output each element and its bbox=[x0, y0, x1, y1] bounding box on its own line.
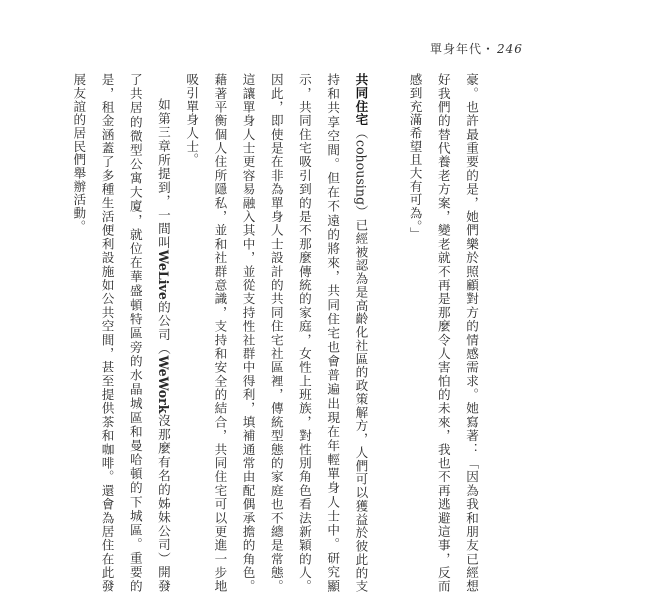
paragraph-3-text-c: 沒那麼有名的姊妹公司）開發了共居的微型公寓大廈，就位在華盛頓特區旁的水晶城區和曼哈頓的下城區。重要的是，租金涵蓋了多種生活便利設施如公共空間，甚至提供茶和咖啡。還會為居住在此發展友誼的居民們舉辦活動。 bbox=[71, 73, 171, 593]
body-text bbox=[64, 73, 485, 593]
paren-open: （ bbox=[353, 126, 369, 140]
paragraph-1: 豪。也許最重要的是，她們樂於照顧對方的情感需求。她寫著：「因為我和朋友已經想好我們的替代養老方案，變老就不再是那麼令人害怕的未來，我也不再逃避這事，反而感到充滿希望且大有可為。」 bbox=[407, 73, 479, 593]
paren-close: ） bbox=[353, 205, 369, 219]
paragraph-2-text: 已經被認為是高齡化社區的政策解方，人們可以獲益於彼此的支持和共享空間。但在不遠的將來，共同住宅也會普遍出現在年輕單身人士中。研究顯示，共同住宅吸引到的是不那麼傳統的家庭，女性上班族，對性別角色看法新穎的人。因此，即使是在非為單身人士設計的共同住宅社區裡，傳統型態的家庭也不總是常態。這讓單身人士更容易融入其中，並從支持性社群中得利，填補通常由配偶承擔的角色。藉著平衡個人住所隱私，並和社群意識，支持和安全的結合，共同住宅可以更進一步地吸引單身人士。 bbox=[184, 73, 369, 593]
paragraph-3-text-b: 的公司（ bbox=[155, 300, 171, 356]
paragraph-2 bbox=[177, 73, 374, 593]
paragraph-3 bbox=[64, 73, 177, 593]
running-head bbox=[430, 40, 523, 57]
paragraph-3-text-a: 如第三章所提到，一間叫 bbox=[155, 98, 171, 250]
brand-welive: WeLive bbox=[155, 249, 171, 301]
head-separator: ・ bbox=[482, 42, 496, 56]
page-number: 246 bbox=[497, 42, 523, 56]
book-title: 單身年代 bbox=[430, 42, 483, 56]
section-heading: 共同住宅 bbox=[353, 73, 369, 127]
brand-wework: WeWork bbox=[155, 355, 171, 414]
paragraph-gap bbox=[374, 73, 400, 83]
latin-term: cohousing bbox=[353, 139, 369, 206]
